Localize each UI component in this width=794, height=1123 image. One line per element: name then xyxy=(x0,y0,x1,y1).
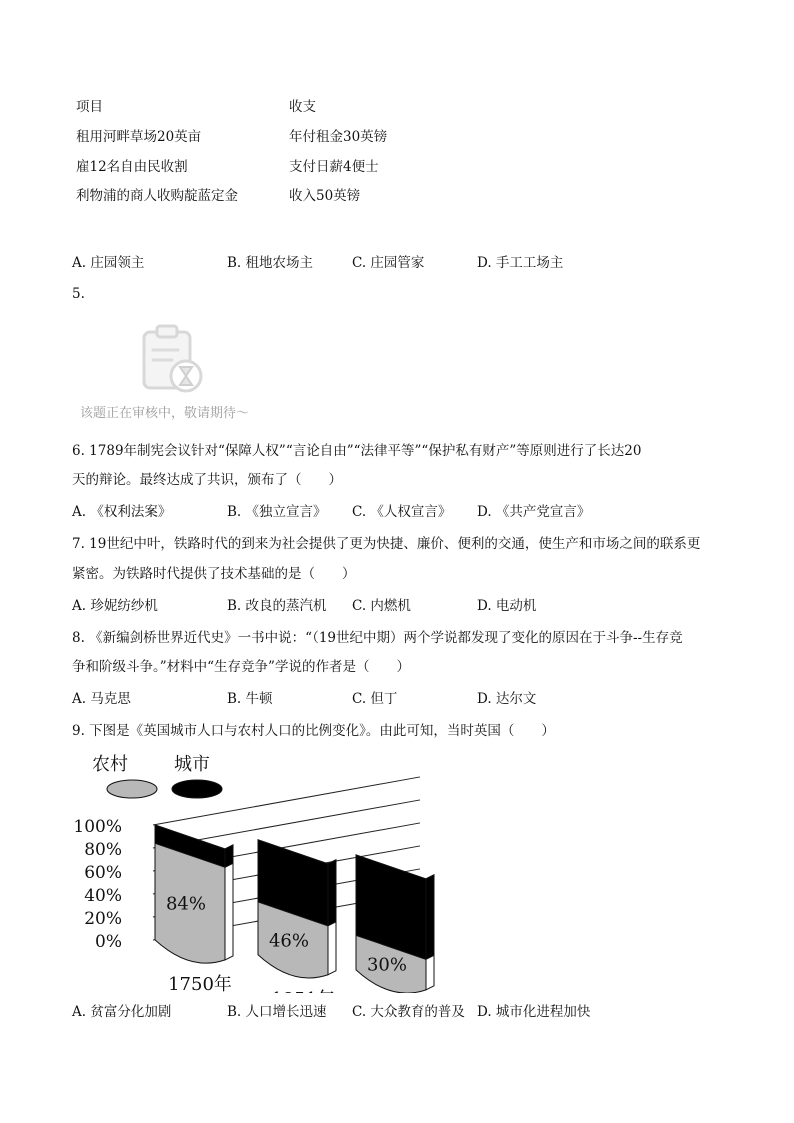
x-tick-label xyxy=(271,988,335,993)
table-cell: 支付日薪4便士 xyxy=(289,159,379,175)
table-cell: 收入50英镑 xyxy=(289,188,361,204)
option-c[interactable]: C. 但丁 xyxy=(352,691,398,707)
option-b[interactable]: B. 《独立宣言》 xyxy=(227,504,327,520)
option-a[interactable]: A. 贫富分化加剧 xyxy=(72,1004,172,1020)
q7-stem-line2: 紧密。为铁路时代提供了技术基础的是（ ） xyxy=(72,566,356,582)
table-header-item: 项目 xyxy=(76,99,103,115)
option-b[interactable]: B. 租地农场主 xyxy=(227,255,314,271)
option-b[interactable]: B. 改良的蒸汽机 xyxy=(227,598,327,614)
table-cell: 利物浦的商人收购靛蓝定金 xyxy=(76,188,238,204)
q6-stem-line1: 6. 1789年制宪会议针对“保障人权”“言论自由”“法律平等”“保护私有财产”等原则进行了长达20 xyxy=(72,443,642,459)
q6-stem-line2: 天的辩论。最终达成了共识，颁布了（ ） xyxy=(72,472,342,488)
option-b[interactable]: B. 人口增长迅速 xyxy=(227,1004,327,1020)
option-d[interactable]: D. 《共产党宣言》 xyxy=(477,504,591,520)
table-cell: 租用河畔草场20英亩 xyxy=(76,129,202,145)
x-tick-label: 1750年 xyxy=(168,973,232,993)
data-label: 84% xyxy=(165,893,207,915)
placeholder-text: 该题正在审核中，敬请期待～ xyxy=(80,406,250,421)
population-chart-svg xyxy=(60,748,460,993)
table-cell: 雇12名自由民收割 xyxy=(76,159,188,175)
q8-stem-line1: 8. 《新编剑桥世界近代史》一书中说：“（19世纪中期）两个学说都发现了变化的原因在于斗争--生存竞 xyxy=(72,630,683,646)
legend-label: 城市 xyxy=(174,754,210,775)
q9-stem: 9. 下图是《英国城市人口与农村人口的比例变化》。由此可知，当时英国（ ） xyxy=(72,723,555,739)
y-tick-label: 80% xyxy=(84,840,122,860)
option-a[interactable]: A. 珍妮纺纱机 xyxy=(72,598,158,614)
option-a[interactable]: A. 马克思 xyxy=(72,691,131,707)
population-chart xyxy=(60,748,460,997)
y-tick-label: 0% xyxy=(95,932,122,952)
bar-side-urban xyxy=(225,845,233,867)
option-d[interactable]: D. 达尔文 xyxy=(477,691,537,707)
option-b[interactable]: B. 牛顿 xyxy=(227,691,273,707)
option-c[interactable]: C. 大众教育的普及 xyxy=(352,1004,465,1020)
bar-side-urban xyxy=(328,860,336,926)
option-c[interactable]: C. 庄园管家 xyxy=(352,255,425,271)
legend-swatch-rural xyxy=(107,780,157,798)
q8-stem-line2: 争和阶级斗争。”材料中“生存竞争”学说的作者是（ ） xyxy=(72,659,410,675)
option-c[interactable]: C. 内燃机 xyxy=(352,598,411,614)
y-tick-label: 100% xyxy=(73,817,122,837)
table-cell: 年付租金30英镑 xyxy=(289,129,388,145)
legend-label: 农村 xyxy=(92,754,128,775)
y-tick-label: 60% xyxy=(84,863,122,883)
option-a[interactable]: A. 《权利法案》 xyxy=(72,504,172,520)
y-tick-label: 40% xyxy=(84,886,122,906)
option-d[interactable]: D. 电动机 xyxy=(477,598,537,614)
data-label: 30% xyxy=(366,954,408,976)
q7-stem-line1: 7. 19世纪中叶，铁路时代的到来为社会提供了更为快捷、廉价、便利的交通，使生产和市场之间的联系更 xyxy=(72,536,701,552)
option-a[interactable]: A. 庄园领主 xyxy=(72,255,145,271)
option-d[interactable]: D. 手工工场主 xyxy=(477,255,564,271)
data-label: 46% xyxy=(268,930,310,952)
y-tick-label: 20% xyxy=(84,909,122,929)
q5-number: 5. xyxy=(72,286,85,302)
bar-side-urban xyxy=(426,875,434,960)
clipboard-hourglass-icon xyxy=(138,322,210,398)
option-c[interactable]: C. 《人权宣言》 xyxy=(352,504,452,520)
table-header-amount: 收支 xyxy=(289,99,316,115)
legend-swatch-urban xyxy=(172,780,222,798)
option-d[interactable]: D. 城市化进程加快 xyxy=(477,1004,591,1020)
